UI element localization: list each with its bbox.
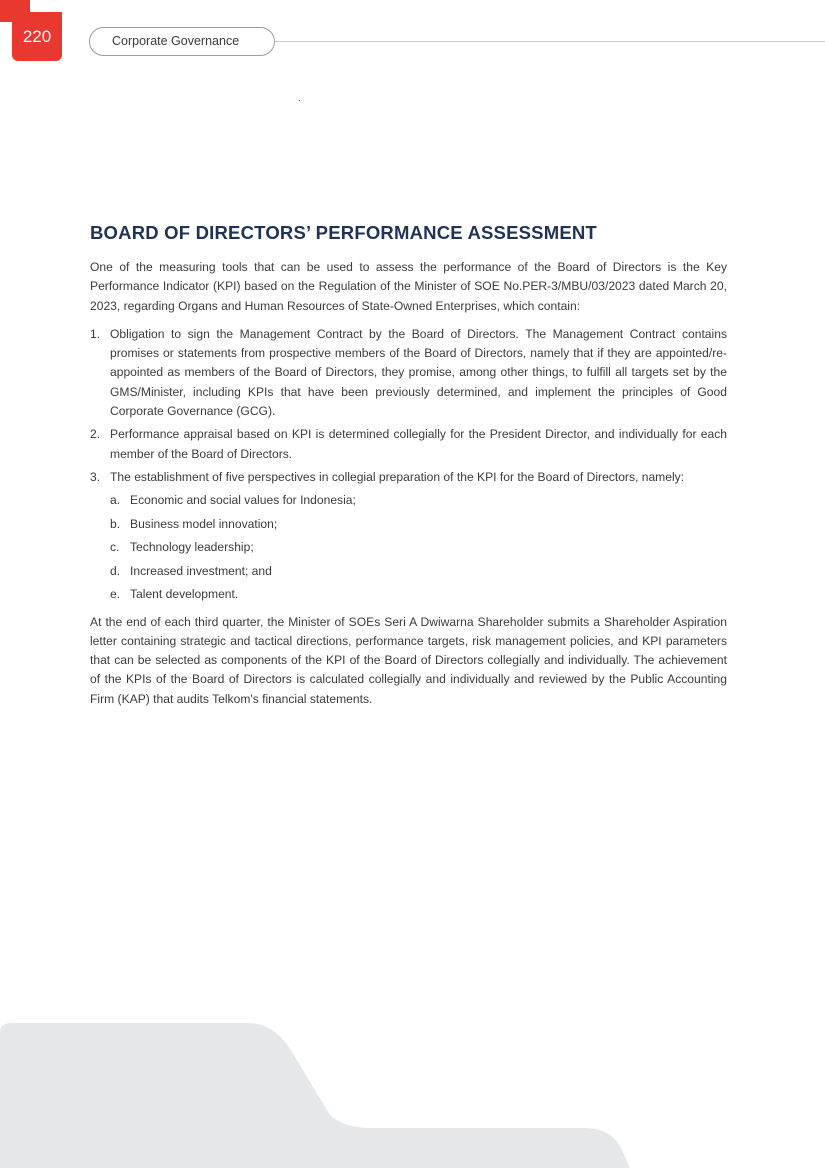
sub-list-item (110, 491, 727, 510)
sub-list-item-letter: c. (110, 540, 120, 555)
sub-list-item-letter: e. (110, 587, 121, 602)
sub-list-item-text: Business model innovation; (130, 516, 278, 531)
list-item-number: 1. (90, 326, 101, 341)
page-title: BOARD OF DIRECTORS’ PERFORMANCE ASSESSMENT (90, 222, 597, 243)
sub-list-item (110, 515, 727, 534)
sub-list (110, 491, 727, 604)
list-item-text: The establishment of five perspectives in collegial preparation of the KPI for the Board of Directors, namely: (110, 469, 685, 484)
sub-list-item (110, 538, 727, 557)
closing-paragraph: At the end of each third quarter, the Minister of SOEs Seri A Dwiwarna Shareholder submits a Shareholder Aspiration letter containing strategic and tactical directions, performance targets, risk management policies, and KPI parameters that can be selected as components of the KPI of the Board of Directors collegially and individually. The achievement of the KPIs of the Board of Directors is calculated collegially and individually and reviewed by the Public Accounting Firm (KAP) that audits Telkom's financial statements. (90, 614, 727, 706)
page-number: 220 (12, 12, 62, 61)
sub-list-item (110, 562, 727, 581)
sub-list-item-letter: d. (110, 563, 121, 578)
intro-paragraph: One of the measuring tools that can be used to assess the performance of the Board of Directors is the Key Performance Indicator (KPI) based on the Regulation of the Minister of SOE No.PER-3/MBU/03/2023 dated March 20, 2023, regarding Organs and Human Resources of State-Owned Enterprises, which contain: (90, 260, 727, 313)
header-divider (270, 41, 825, 42)
list-item-number: 2. (90, 427, 101, 442)
main-content (90, 222, 727, 709)
stray-dot (299, 100, 300, 101)
sub-list-item-letter: b. (110, 516, 121, 531)
sub-list-item-letter: a. (110, 493, 121, 508)
sub-list-item-text: Technology leadership; (130, 540, 254, 555)
sub-list-item-text: Economic and social values for Indonesia; (130, 493, 356, 508)
footer-decoration (0, 1020, 825, 1168)
footer-decoration-shape (0, 1023, 630, 1168)
list-item-text: Performance appraisal based on KPI is determined collegially for the President Director, and individually for each member of the Board of Directors. (110, 427, 727, 461)
list-item (90, 468, 727, 605)
list-item (90, 425, 727, 464)
section-label: Corporate Governance (89, 27, 275, 56)
list-item-number: 3. (90, 469, 101, 484)
sub-list-item-text: Increased investment; and (130, 563, 272, 578)
sub-list-item-text: Talent development. (130, 587, 239, 602)
list-item (90, 325, 727, 421)
numbered-list (90, 325, 727, 605)
list-item-text: Obligation to sign the Management Contract by the Board of Directors. The Management Contract contains promises or statements from prospective members of the Board of Directors, namely that if they are appointed/re-appointed as members of the Board of Directors, they promise, among other things, to fulfill all targets set by the GMS/Minister, including KPIs that have been previously determined, and implement the principles of Good Corporate Governance (GCG). (110, 326, 727, 419)
sub-list-item (110, 585, 727, 604)
